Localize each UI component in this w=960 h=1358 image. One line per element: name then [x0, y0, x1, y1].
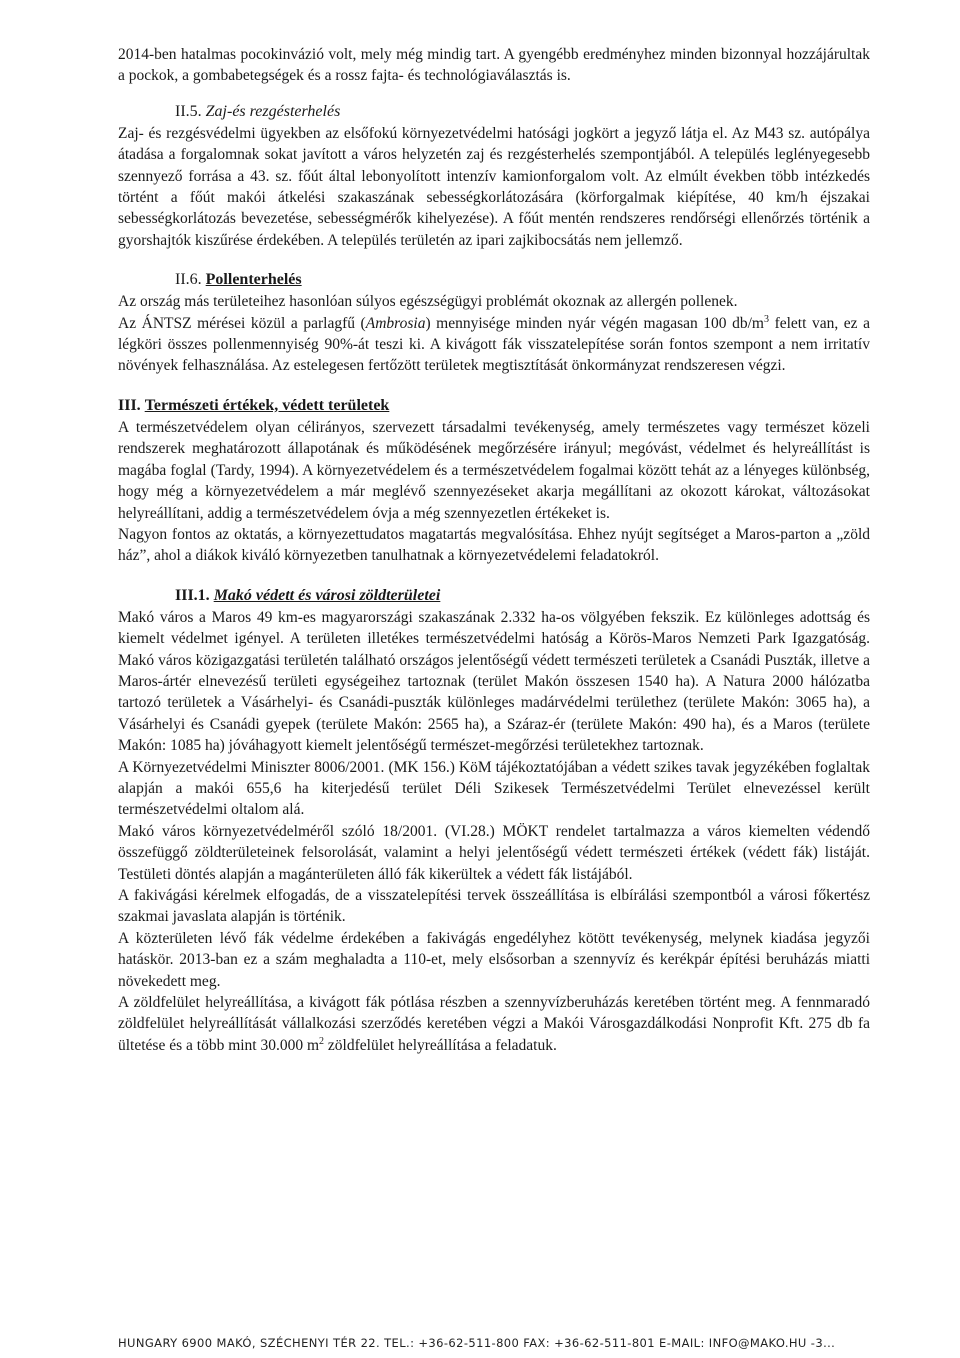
- paragraph-mako-2: A Környezetvédelmi Miniszter 8006/2001. (MK 156.) KöM tájékoztatójában a védett szikes tavak jegyzékében foglaltak alapján a makói 655,6 ha kiterjedésű terület Déli Szikesek Természetvédelmi Terület elnevezéssel került természetvédelmi oltalom alá.: [118, 758, 870, 819]
- superscript: 3: [764, 313, 769, 325]
- section-number: III.1.: [175, 586, 210, 604]
- section-heading-3: [118, 395, 870, 417]
- text-run: zöldfelület helyreállítása a feladatuk.: [324, 1036, 557, 1054]
- paragraph-mako-6: [118, 992, 870, 1056]
- section-heading-2-6: [118, 269, 870, 291]
- text-run: felett van, ez a légköri összes pollenmennyiség 90%-át teszi ki. A kivágott fák visszatelepítése során fontos szempont a nem irritatív növények felhasználása. Az estelegesen fertőzött területek megtisztítását önkormányzat rendszeresen végzi.: [118, 314, 870, 375]
- section-heading-2-5: [118, 101, 870, 123]
- paragraph-pollen-1: Az ország más területeihez hasonlóan súlyos egészségügyi problémát okoznak az allergén pollenek.: [118, 293, 738, 311]
- page-footer: HUNGARY 6900 MAKÓ, SZÉCHENYI TÉR 22. TEL.: +36-62-511-800 FAX: +36-62-511-801 E-MAIL: INFO@MAKO.HU -3...: [118, 1336, 836, 1350]
- paragraph-mako-1: Makó város a Maros 49 km-es magyarországi szakaszának 2.332 ha-os völgyében fekszik. Ez különleges adottság és kiemelt védelmet igényel. A területen illetékes természetvédelmi hatóság a Körös-Maros Nemzeti Park Igazgatóság. Makó város közigazgatási területén található országos jelentőségű védett természeti területek a Csanádi Puszták, illetve a Maros-ártér elnevezésű területi egységeihez tartoznak (terület Makón összesen 1540 ha). A Natura 2000 hálózatba tartozó területek a Vásárhelyi- és Csanádi-puszták különleges madárvédelmi területhez (területe Makón: 3065 ha), a Vásárhelyi és Csanádi gyepek (területe Makón: 2565 ha), a Száraz-ér (területe Makón: 490 ha), és a Maros (területe Makón: 1085 ha) jóváhagyott kiemelt jelentőségű természet-megőrzési területekhez tartoznak.: [118, 608, 870, 755]
- text-run: A zöldfelület helyreállítása, a kivágott fák pótlása részben a szennyvízberuházás keretében történt meg. A fennmaradó zöldfelület helyreállítását vállalkozási szerződés keretében végzi a Makói Városgazdálkodási Nonprofit Kft. 275 db fa ültetése és a több mint 30.000 m: [118, 994, 870, 1054]
- paragraph-nature-2: Nagyon fontos az oktatás, a környezettudatos magatartás megvalósítása. Ehhez nyújt segítséget a Maros-parton a „zöld ház”, ahol a diákok kiváló környezetben tanulhatnak a környezetvédelemi feladatokról.: [118, 525, 870, 565]
- text-run: ) mennyisége minden nyár végén magasan 100 db/m: [425, 314, 764, 332]
- document-page: [118, 44, 870, 1056]
- paragraph-pollen-2: [118, 313, 870, 377]
- section-title: Természeti értékek, védett területek: [144, 396, 390, 414]
- section-heading-3-1: [118, 585, 870, 607]
- section-title: Zaj-és rezgésterhelés: [205, 102, 341, 120]
- superscript: 2: [319, 1035, 325, 1047]
- section-title: Pollenterhelés: [205, 271, 302, 289]
- paragraph-mako-4: A fakivágási kérelmek elfogadás, de a visszatelepítési tervek összeállítása is elbírálási szempontból a városi főkertész szakmai javaslata alapján is történik.: [118, 887, 870, 926]
- paragraph-nature-1: A természetvédelem olyan célirányos, szervezett társadalmi tevékenység, amely természetes vagy természet közeli rendszerek meghatározott állapotának és működésének megőrzésére irányul; megóvást, védelmet és helyreállítást is magába foglal (Tardy, 1994). A környezetvédelem és a természetvédelem fogalmai között tehát az a lényeges különbség, hogy még a környezetvédelem a már meglévő szennyezéseket akarja megállítani az okozott károkat, változásokat helyreállítani, addig a természetvédelem óvja a még szennyezetlen értékeket is.: [118, 418, 870, 522]
- paragraph-mako-5: A közterületen lévő fák védelme érdekében a fakivágás engedélyhez kötött tevékenység, melynek kiadása jegyzői hatáskör. 2013-ban ez a szám meghaladta a 110-et, mely elsősorban a szennyvíz és kerékpár építési beruházás miatti növekedett meg.: [118, 929, 870, 990]
- paragraph-mako-3: Makó város környezetvédelméről szóló 18/2001. (VI.28.) MÖKT rendelet tartalmazza a város kiemelten védendő összefüggő zöldterületeinek felsorolását, valamint a helyi jelentőségű védett természeti értékek (védett fák) listáját. Testületi döntés alapján a magánterületen álló fák kikerültek a védett fák listájából.: [118, 822, 870, 883]
- paragraph-noise: Zaj- és rezgésvédelmi ügyekben az elsőfokú környezetvédelmi hatósági jogkört a jegyző látja el. Az M43 sz. autópálya átadása a forgalomnak sokat javított a város helyzetén zaj és rezgésterhelés szempontjából. A település leglényegesebb szennyező forrása a 43. sz. főút által lebonyolított intenzív kamionforgalom volt. Az elmúlt években több intézkedés történt a főút makói átkelési szakaszának sebességkorlátozására (körforgalmak kiépítése, 40 km/h éjszakai sebességkorlátozás bevezetése, sebességmérők kihelyezése). A főút mentén rendszeres rendőrségi ellenőrzés történik a gyorshajtók kiszűrése érdekében. A település területén az ipari zajkibocsátás nem jellemző.: [118, 124, 870, 249]
- latin-name: Ambrosia: [365, 314, 426, 332]
- section-number: II.5.: [175, 102, 202, 120]
- section-number: II.6.: [175, 271, 202, 289]
- section-title: Makó védett és városi zöldterületei: [213, 586, 441, 604]
- section-number: III.: [118, 396, 141, 414]
- text-run: Az ÁNTSZ mérései közül a parlagfű (: [118, 314, 366, 332]
- intro-paragraph: 2014-ben hatalmas pocokinvázió volt, mely még mindig tart. A gyengébb eredményhez minden bizonnyal hozzájárultak a pockok, a gombabetegségek és a rossz fajta- és technológiaválasztás is.: [118, 46, 870, 85]
